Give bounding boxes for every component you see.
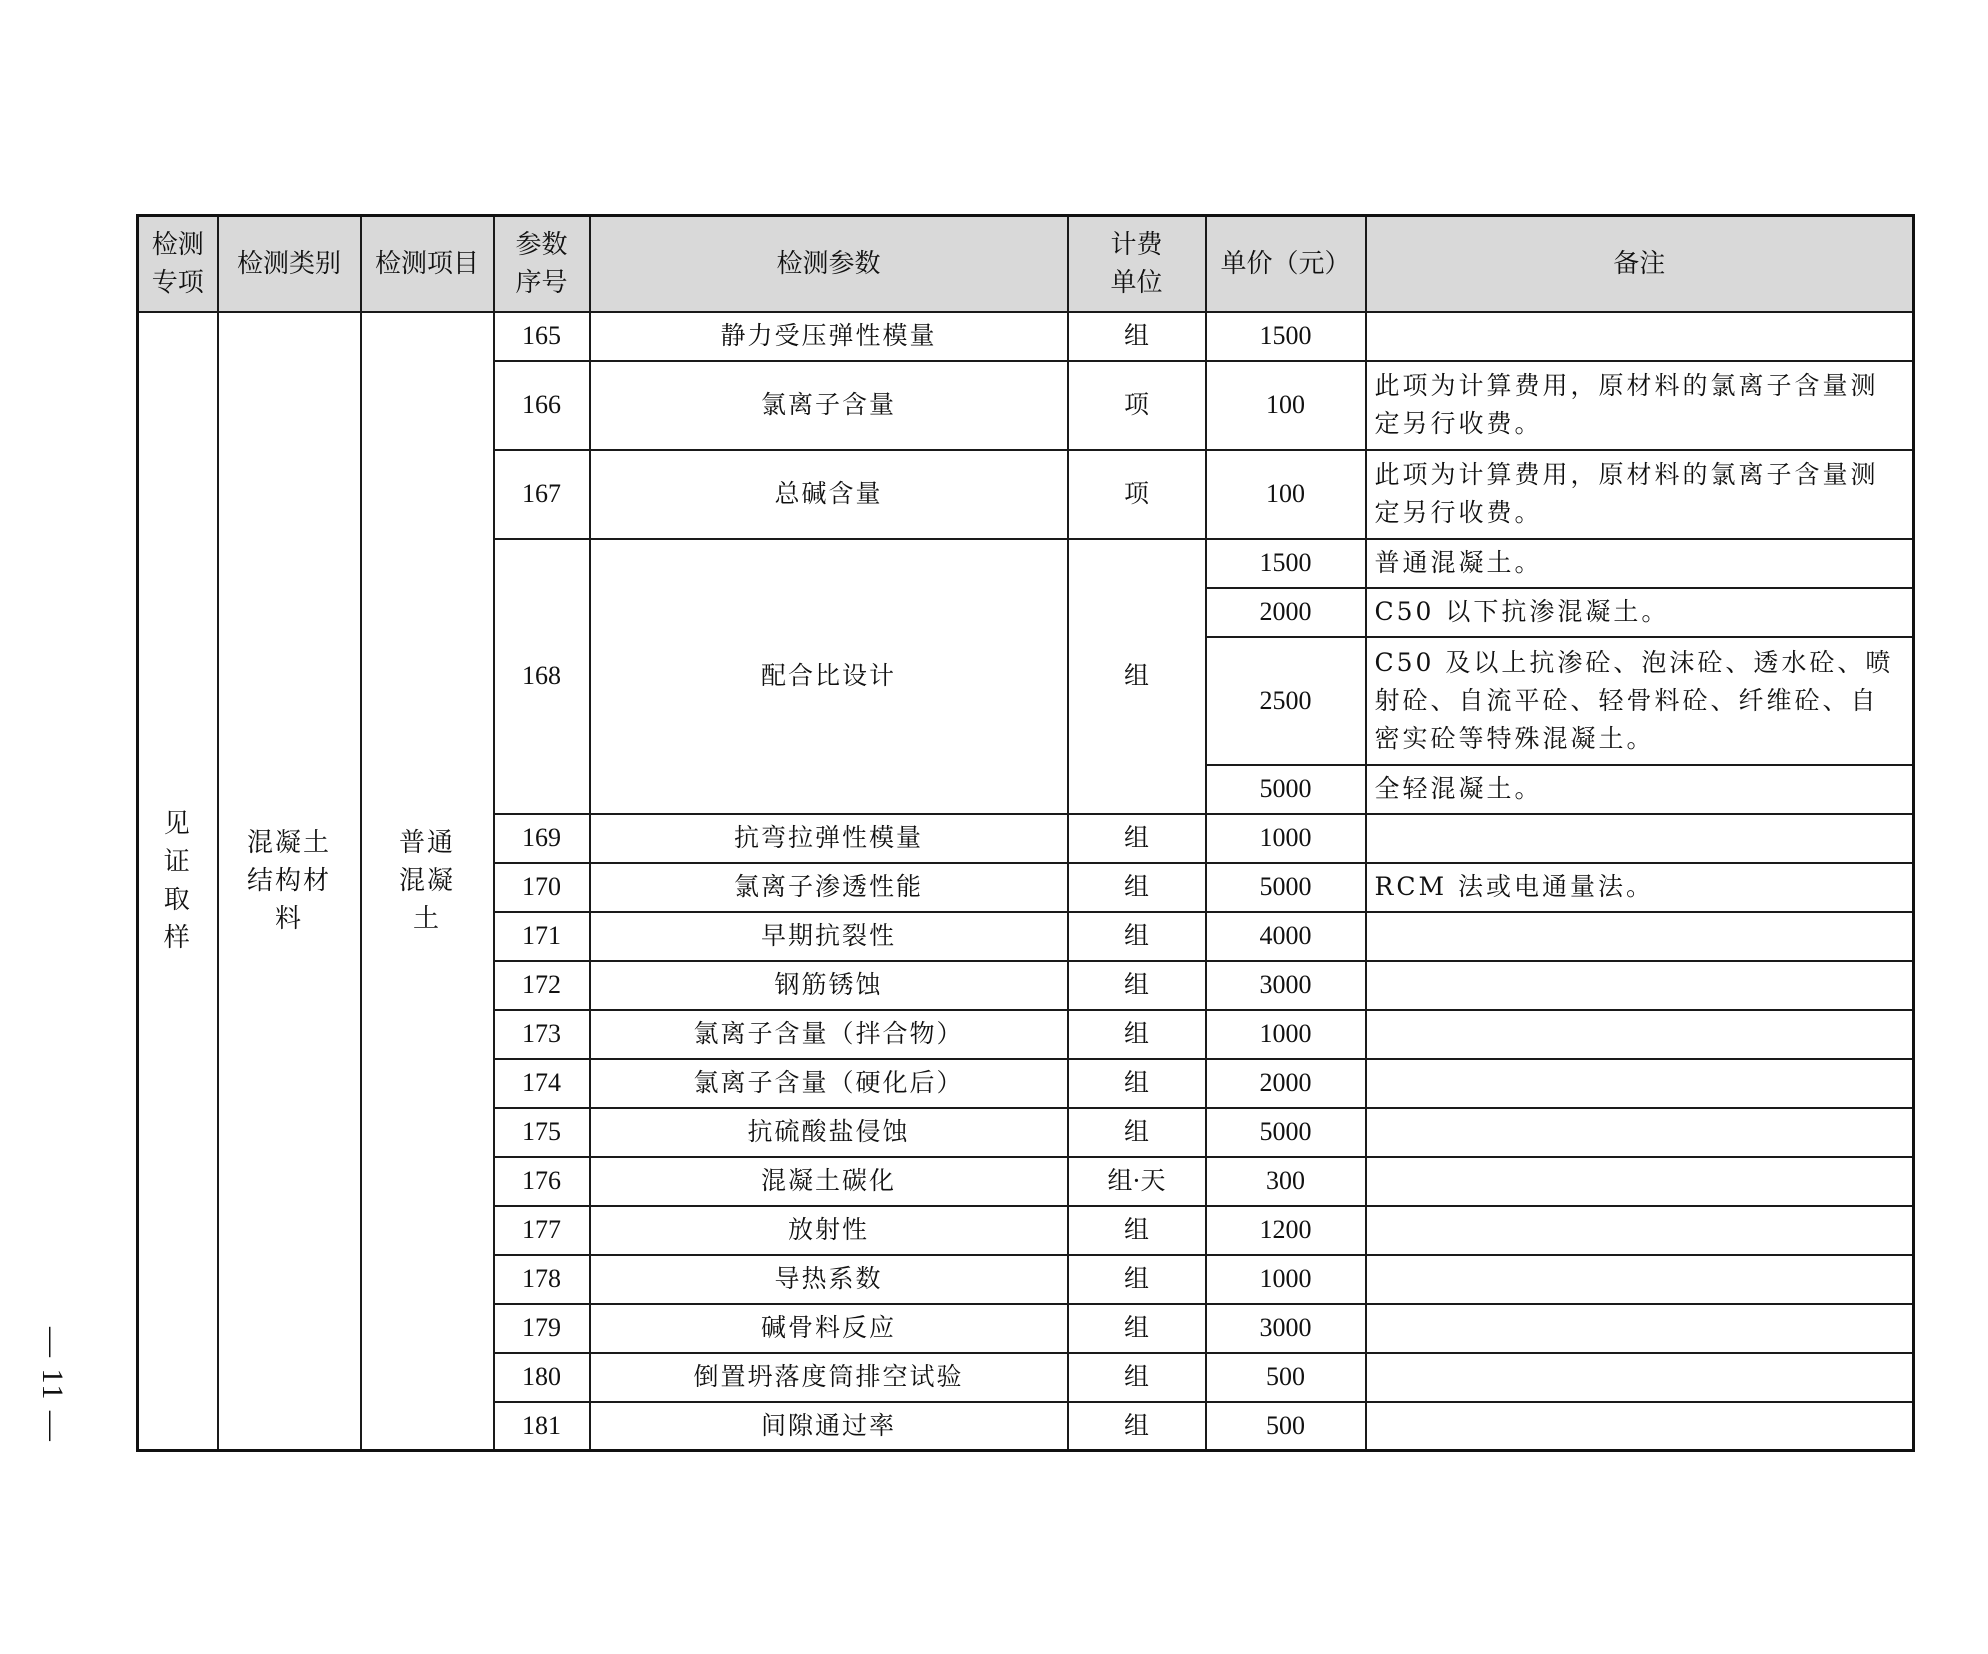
header-category: 检测类别 — [218, 216, 361, 312]
cell-unit: 组 — [1068, 1010, 1206, 1059]
cell-price: 1200 — [1206, 1206, 1366, 1255]
cell-param: 配合比设计 — [590, 539, 1068, 814]
cell-remark: RCM 法或电通量法。 — [1366, 863, 1914, 912]
cell-unit: 组 — [1068, 1353, 1206, 1402]
cell-seq: 171 — [494, 912, 590, 961]
cell-special-item — [138, 312, 218, 1451]
cell-param: 钢筋锈蚀 — [590, 961, 1068, 1010]
cell-param: 碱骨料反应 — [590, 1304, 1068, 1353]
cell-remark — [1366, 1353, 1914, 1402]
cell-remark — [1366, 1157, 1914, 1206]
cell-seq: 174 — [494, 1059, 590, 1108]
cell-remark: 普通混凝土。 — [1366, 539, 1914, 588]
cell-seq: 179 — [494, 1304, 590, 1353]
header-param: 检测参数 — [590, 216, 1068, 312]
cell-category — [218, 312, 361, 1451]
cell-seq: 168 — [494, 539, 590, 814]
cell-param: 抗硫酸盐侵蚀 — [590, 1108, 1068, 1157]
cell-project — [361, 312, 494, 1451]
header-unit: 计费单位 — [1068, 216, 1206, 312]
cell-param: 抗弯拉弹性模量 — [590, 814, 1068, 863]
cell-param: 早期抗裂性 — [590, 912, 1068, 961]
header-project: 检测项目 — [361, 216, 494, 312]
cell-price: 1000 — [1206, 814, 1366, 863]
cell-price: 3000 — [1206, 1304, 1366, 1353]
cell-unit: 组·天 — [1068, 1157, 1206, 1206]
table-header — [138, 216, 1914, 312]
cell-param: 氯离子渗透性能 — [590, 863, 1068, 912]
header-remark: 备注 — [1366, 216, 1914, 312]
cell-remark: 全轻混凝土。 — [1366, 765, 1914, 814]
cell-price: 2000 — [1206, 588, 1366, 637]
cell-price: 5000 — [1206, 863, 1366, 912]
cell-remark — [1366, 1206, 1914, 1255]
cell-price: 5000 — [1206, 765, 1366, 814]
cell-param: 放射性 — [590, 1206, 1068, 1255]
header-price: 单价（元） — [1206, 216, 1366, 312]
cell-remark — [1366, 961, 1914, 1010]
cell-remark: C50 以下抗渗混凝土。 — [1366, 588, 1914, 637]
cell-unit: 项 — [1068, 450, 1206, 539]
cell-param: 氯离子含量（拌合物） — [590, 1010, 1068, 1059]
cell-seq: 175 — [494, 1108, 590, 1157]
cell-price: 4000 — [1206, 912, 1366, 961]
cell-seq: 170 — [494, 863, 590, 912]
cell-remark: C50 及以上抗渗砼、泡沫砼、透水砼、喷射砼、自流平砼、轻骨料砼、纤维砼、自密实砼等特殊混凝土。 — [1366, 637, 1914, 765]
cell-param: 静力受压弹性模量 — [590, 312, 1068, 361]
project-text: 普通混凝土 — [398, 827, 455, 934]
cell-seq: 173 — [494, 1010, 590, 1059]
cell-price: 1500 — [1206, 312, 1366, 361]
table-body — [138, 312, 1914, 1451]
cell-price: 100 — [1206, 361, 1366, 450]
cell-unit: 组 — [1068, 912, 1206, 961]
cell-unit: 组 — [1068, 814, 1206, 863]
fee-table — [136, 214, 1915, 1452]
cell-remark — [1366, 814, 1914, 863]
cell-seq: 167 — [494, 450, 590, 539]
cell-unit: 组 — [1068, 961, 1206, 1010]
cell-unit: 组 — [1068, 312, 1206, 361]
cell-remark — [1366, 1010, 1914, 1059]
cell-remark — [1366, 312, 1914, 361]
cell-unit: 组 — [1068, 1304, 1206, 1353]
cell-price: 500 — [1206, 1402, 1366, 1451]
header-seq: 参数序号 — [494, 216, 590, 312]
cell-unit: 组 — [1068, 1059, 1206, 1108]
special-item-text: 见证取样 — [163, 808, 192, 953]
cell-price: 2500 — [1206, 637, 1366, 765]
cell-price: 3000 — [1206, 961, 1366, 1010]
cell-param: 间隙通过率 — [590, 1402, 1068, 1451]
cell-unit: 组 — [1068, 1255, 1206, 1304]
cell-seq: 166 — [494, 361, 590, 450]
cell-remark — [1366, 1304, 1914, 1353]
cell-remark — [1366, 1059, 1914, 1108]
table-row — [138, 312, 1914, 361]
cell-remark — [1366, 1108, 1914, 1157]
cell-unit: 组 — [1068, 1402, 1206, 1451]
cell-remark — [1366, 1255, 1914, 1304]
cell-seq: 176 — [494, 1157, 590, 1206]
cell-price: 1500 — [1206, 539, 1366, 588]
header-special-item: 检测专项 — [138, 216, 218, 312]
cell-param: 导热系数 — [590, 1255, 1068, 1304]
cell-price: 5000 — [1206, 1108, 1366, 1157]
cell-seq: 172 — [494, 961, 590, 1010]
cell-price: 300 — [1206, 1157, 1366, 1206]
cell-unit: 项 — [1068, 361, 1206, 450]
cell-unit: 组 — [1068, 1108, 1206, 1157]
cell-price: 100 — [1206, 450, 1366, 539]
cell-seq: 178 — [494, 1255, 590, 1304]
cell-param: 倒置坍落度筒排空试验 — [590, 1353, 1068, 1402]
cell-unit: 组 — [1068, 539, 1206, 814]
cell-price: 2000 — [1206, 1059, 1366, 1108]
cell-unit: 组 — [1068, 863, 1206, 912]
cell-param: 氯离子含量（硬化后） — [590, 1059, 1068, 1108]
cell-remark: 此项为计算费用，原材料的氯离子含量测定另行收费。 — [1366, 361, 1914, 450]
cell-price: 1000 — [1206, 1010, 1366, 1059]
cell-price: 1000 — [1206, 1255, 1366, 1304]
cell-seq: 181 — [494, 1402, 590, 1451]
cell-remark — [1366, 912, 1914, 961]
cell-seq: 165 — [494, 312, 590, 361]
cell-param: 混凝土碳化 — [590, 1157, 1068, 1206]
cell-price: 500 — [1206, 1353, 1366, 1402]
cell-remark — [1366, 1402, 1914, 1451]
cell-seq: 177 — [494, 1206, 590, 1255]
cell-seq: 180 — [494, 1353, 590, 1402]
cell-param: 总碱含量 — [590, 450, 1068, 539]
cell-remark: 此项为计算费用，原材料的氯离子含量测定另行收费。 — [1366, 450, 1914, 539]
cell-seq: 169 — [494, 814, 590, 863]
category-text: 混凝土结构材料 — [246, 827, 331, 934]
page-number: — 11 — — [36, 1327, 69, 1443]
cell-param: 氯离子含量 — [590, 361, 1068, 450]
cell-unit: 组 — [1068, 1206, 1206, 1255]
